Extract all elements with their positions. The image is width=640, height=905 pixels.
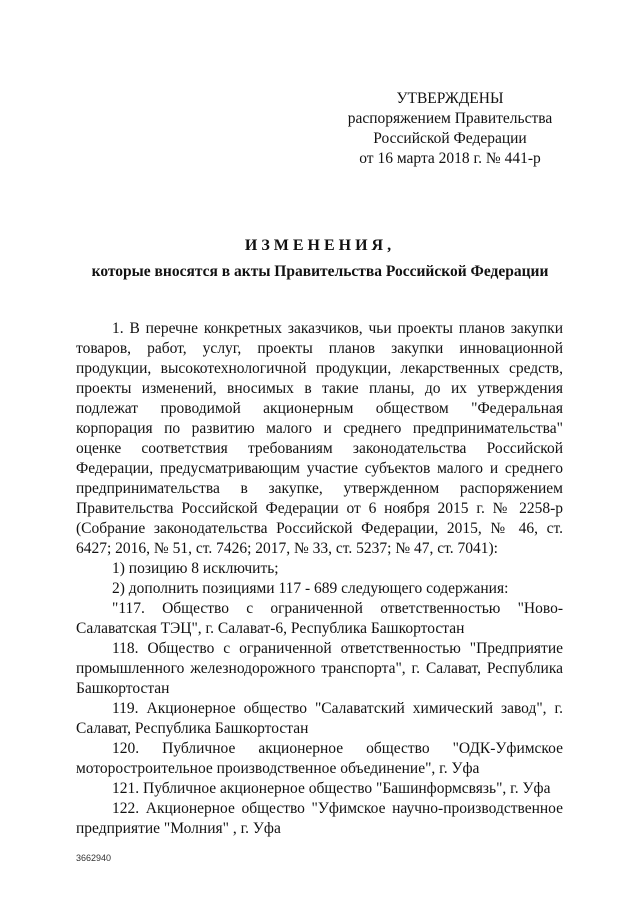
document-title: ИЗМЕНЕНИЯ, bbox=[244, 237, 396, 254]
paragraph-item-2: 2) дополнить позициями 117 - 689 следующего содержания: bbox=[112, 580, 509, 597]
position-121: 121. Публичное акционерное общество "Башинформсвязь", г. Уфа bbox=[112, 780, 551, 797]
paragraph-1: 1. В перечне конкретных заказчиков, чьи проекты планов закупки товаров, работ, услуг, проекты планов закупки инновационной продукции, высокотехнологичной продукции, лекарственных средств, проекты изменений, вносимых в такие планы, до их утверждения подлежат проводимой акционерным обществом "Федеральная корпорация по развитию малого и среднего предпринимательства" оценке соответствия требованиям законодательства Российской Федерации, предусматривающим участие субъектов малого и среднего предпринимательства в закупке, утвержденном распоряжением Правительства Российской Федерации от 6 ноября 2015 г. № 2258-р (Собрание законодательства Российской Федерации, 2015, № 46, ст. 6427; 2016, № 51, ст. 7426; 2017, № 33, ст. 5237; № 47, ст. 7041): bbox=[76, 320, 563, 557]
approval-date-number: от 16 марта 2018 г. № 441-р bbox=[359, 150, 541, 167]
approval-line: распоряжением Правительства bbox=[347, 110, 553, 127]
document-subtitle: которые вносятся в акты Правительства Российской Федерации bbox=[91, 263, 549, 280]
position-122: 122. Акционерное общество "Уфимское научно-производственное предприятие "Молния" , г. Уфа bbox=[76, 800, 563, 837]
position-120: 120. Публичное акционерное общество "ОДК-Уфимское моторостроительное производственное объединение", г. Уфа bbox=[76, 740, 563, 777]
approval-title: УТВЕРЖДЕНЫ bbox=[396, 90, 504, 107]
position-118: 118. Общество с ограниченной ответственностью "Предприятие промышленного железнодорожного транспорта", г. Салават, Республика Башкортостан bbox=[76, 640, 563, 697]
approval-block bbox=[330, 89, 570, 169]
approval-line: Российской Федерации bbox=[373, 130, 527, 147]
position-117: "117. Общество с ограниченной ответственностью "Ново-Салаватская ТЭЦ", г. Салават-6, Республика Башкортостан bbox=[76, 600, 563, 637]
document-code: 3662940 bbox=[76, 853, 112, 863]
position-119: 119. Акционерное общество "Салаватский химический завод", г. Салават, Республика Башкортостан bbox=[76, 700, 563, 737]
paragraph-item-1: 1) позицию 8 исключить; bbox=[112, 560, 279, 577]
document-body bbox=[76, 319, 563, 839]
